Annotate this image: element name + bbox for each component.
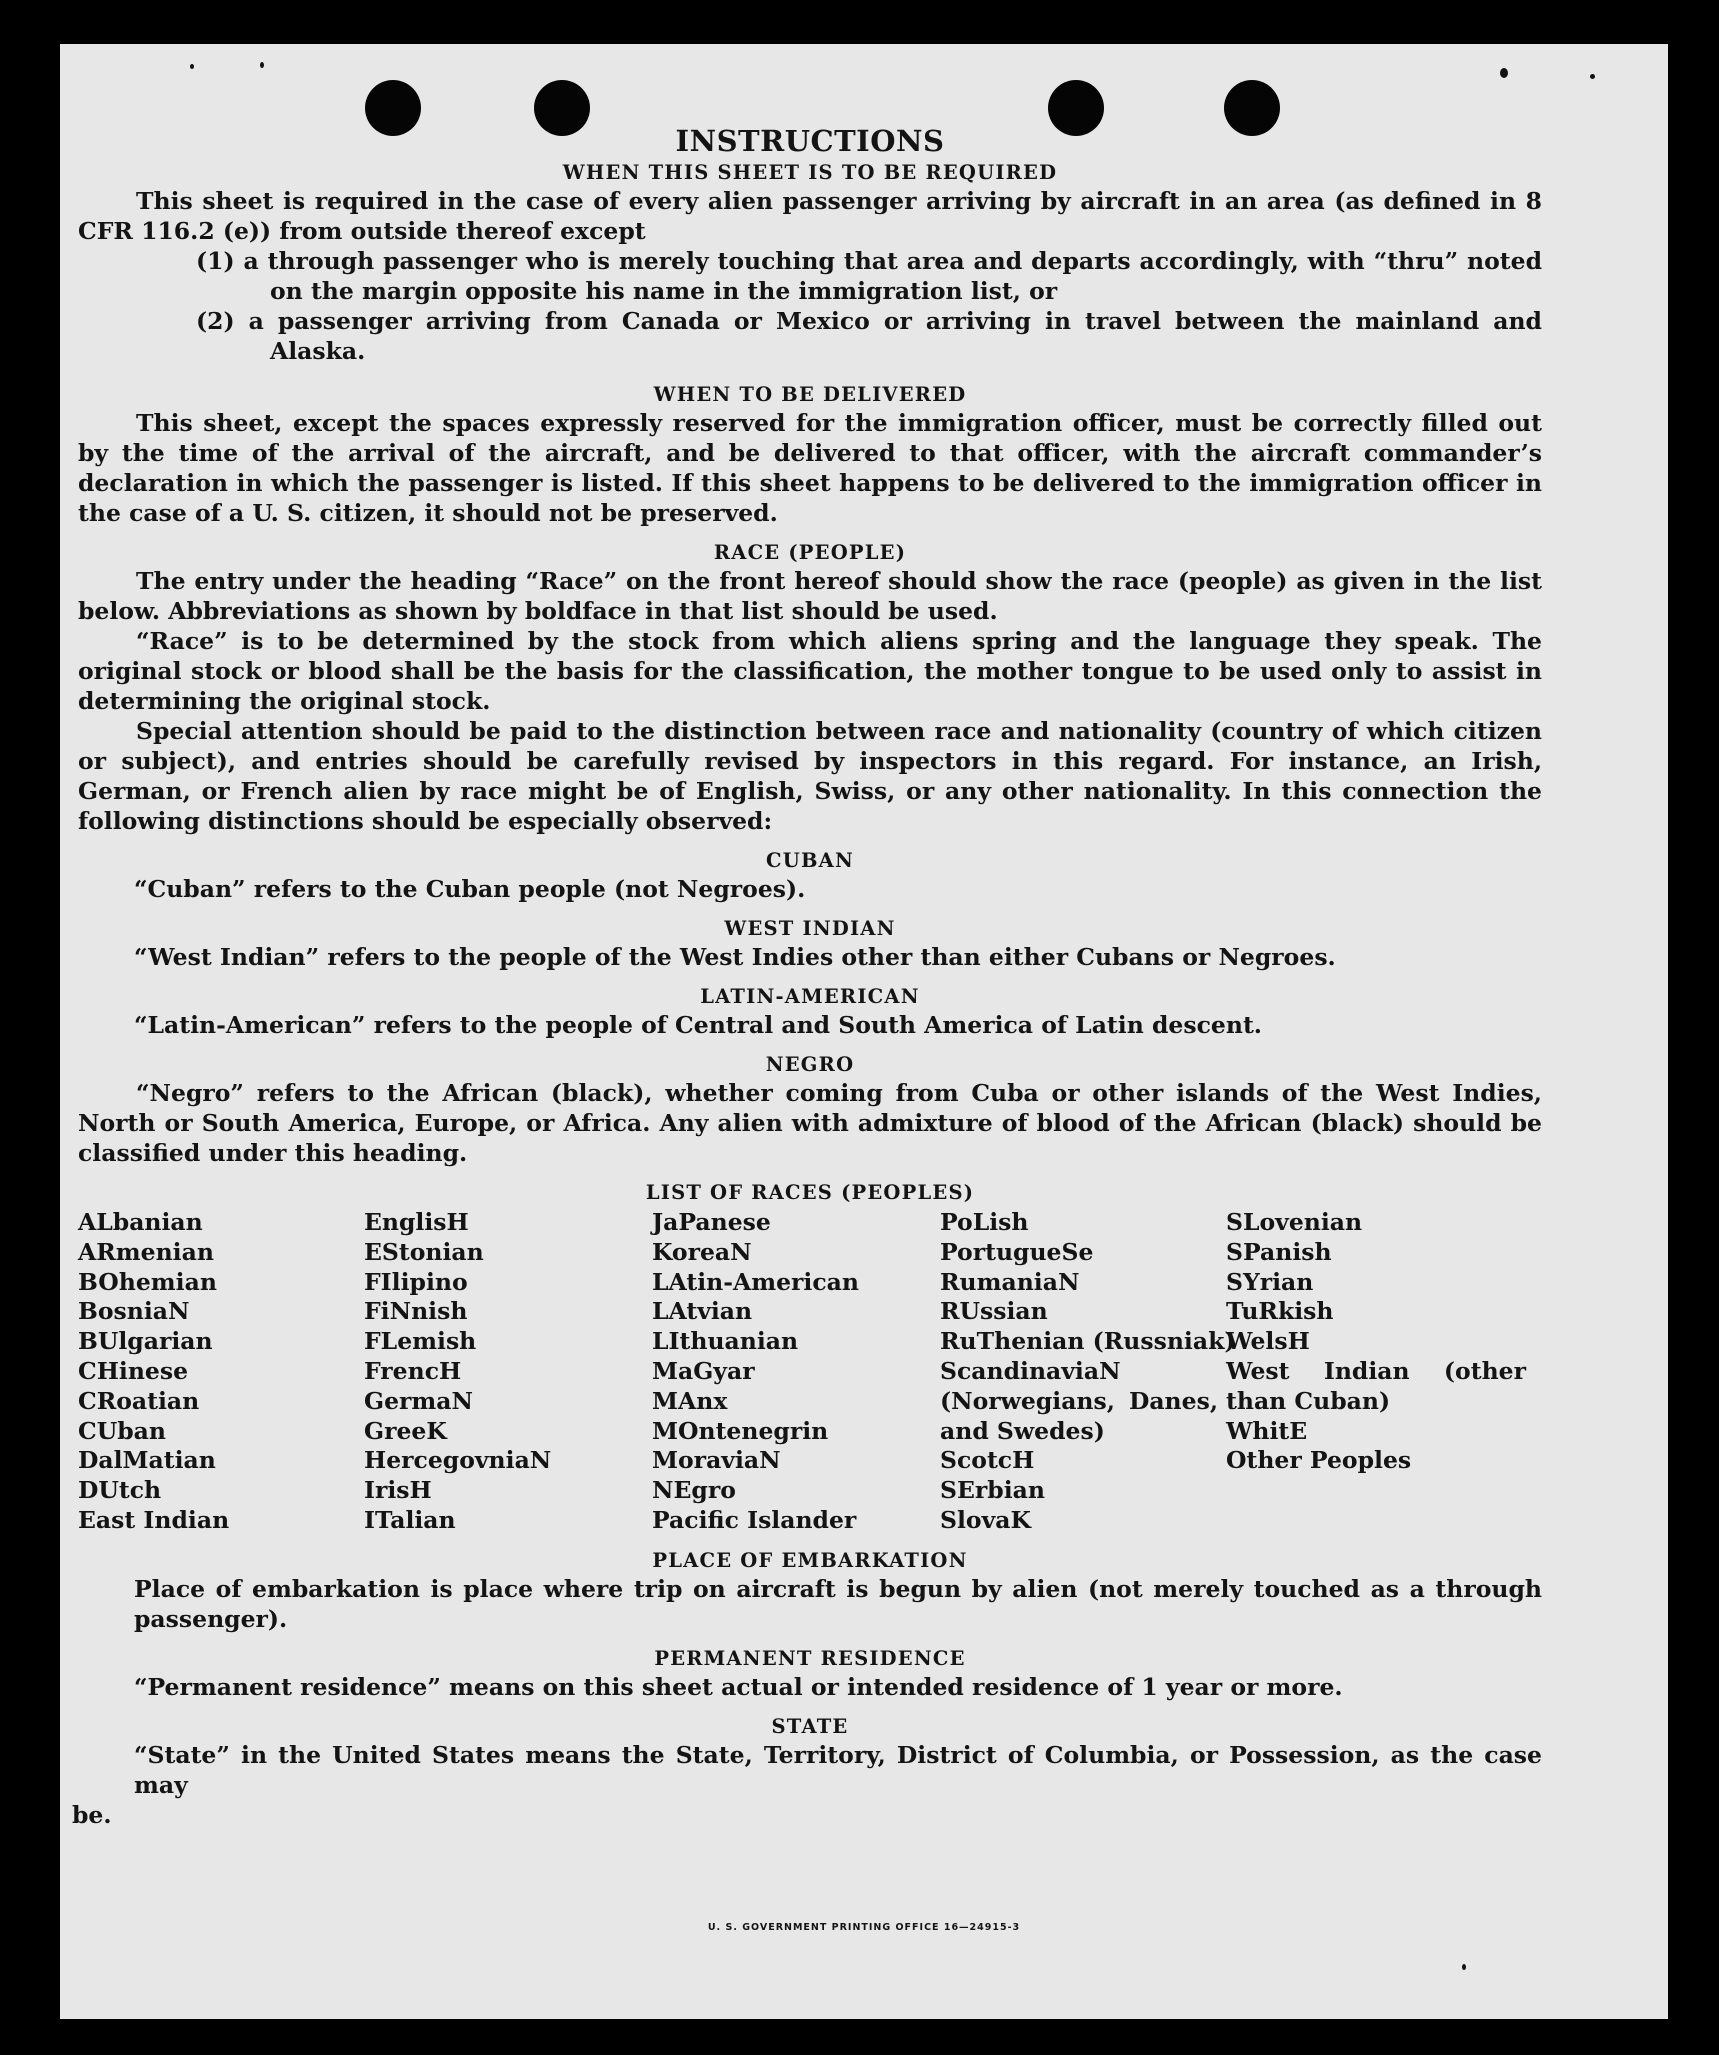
- state-text-end: be.: [72, 1800, 112, 1829]
- races-column-2: [364, 1208, 652, 1536]
- race-entry: TuRkish: [1226, 1297, 1334, 1326]
- residence-text: “Permanent residence” means on this sheet actual or intended residence of 1 year or more.: [134, 1672, 1343, 1701]
- printing-office-footer: U. S. GOVERNMENT PRINTING OFFICE 16—24915-3: [707, 1922, 1021, 1933]
- race-entry: Other Peoples: [1226, 1446, 1412, 1475]
- race-entry: JaPanese: [652, 1208, 771, 1236]
- heading-required: WHEN THIS SHEET IS TO BE REQUIRED: [562, 161, 1058, 184]
- race-entry: ALbanian: [78, 1208, 203, 1236]
- race-entry: WelsH: [1226, 1327, 1310, 1356]
- speck: [260, 62, 264, 68]
- race-entry: ScandinaviaN (Norwegians, Danes, and Swedes): [940, 1356, 1218, 1445]
- item-number: (1): [196, 247, 235, 275]
- race-entry: DalMatian: [78, 1446, 216, 1475]
- race-entry: RuThenian (Russniak): [940, 1327, 1236, 1356]
- races-column-4: [940, 1208, 1236, 1536]
- required-intro-bold: except: [560, 217, 646, 245]
- race-entry: CRoatian: [78, 1386, 200, 1415]
- races-column-3: [652, 1208, 940, 1536]
- race-entry: KoreaN: [652, 1237, 752, 1266]
- heading-west-indian: WEST INDIAN: [724, 917, 896, 940]
- race-entry: SYrian: [1226, 1267, 1314, 1296]
- race-entry: Pacific Islander: [652, 1505, 857, 1534]
- required-item-2: [78, 306, 1542, 366]
- race-entry: CHinese: [78, 1356, 189, 1385]
- race-entry: IrisH: [364, 1476, 432, 1505]
- speck: [1462, 1964, 1466, 1970]
- race-entry: DUtch: [78, 1476, 162, 1505]
- race-paragraph-2: “Race” is to be determined by the stock from which aliens spring and the language they speak. The original stock or blood shall be the basis for the classification, the mother tongue to be used only to assist in determining the original stock.: [78, 627, 1542, 715]
- heading-state: STATE: [771, 1714, 849, 1738]
- race-entry: SlovaK: [940, 1505, 1031, 1534]
- state-text: “State” in the United States means the State, Territory, District of Columbia, or Possession, as the case may: [134, 1740, 1542, 1799]
- required-intro: [78, 186, 1542, 246]
- race-entry: CUban: [78, 1416, 166, 1445]
- required-item-1: [78, 246, 1542, 306]
- latin-american-text: “Latin-American” refers to the people of Central and South America of Latin descent.: [134, 1011, 1262, 1039]
- speck: [1500, 68, 1508, 78]
- races-column-5: [1226, 1208, 1526, 1536]
- required-intro-text: This sheet is required in the case of every alien passenger arriving by aircraft in an area (as defined in 8 CFR 116.2 (e)) from outside thereof: [78, 187, 1542, 245]
- races-table: [78, 1208, 1542, 1536]
- document-page: [60, 44, 1668, 2019]
- heading-latin-american: LATIN-AMERICAN: [700, 985, 920, 1008]
- item-number: (2): [196, 307, 235, 335]
- embarkation-text: Place of embarkation is place where trip on aircraft is begun by alien (not merely touched as a through passenger).: [134, 1574, 1542, 1633]
- race-entry: ScotcH: [940, 1446, 1035, 1475]
- page-title: INSTRUCTIONS: [675, 124, 945, 158]
- race-entry: WhitE: [1226, 1416, 1308, 1445]
- race-entry: SPanish: [1226, 1237, 1332, 1266]
- race-paragraph-1: [78, 566, 1542, 626]
- race-p1-text-a: The entry under the heading “Race” on the front hereof should show the race (people) as given in the list below. Abbreviations as shown by: [78, 567, 1542, 625]
- race-entry: MoraviaN: [652, 1446, 781, 1475]
- race-entry: PortugueSe: [940, 1237, 1094, 1266]
- race-entry: SLovenian: [1226, 1208, 1363, 1236]
- heading-embarkation: PLACE OF EMBARKATION: [652, 1548, 968, 1572]
- race-entry: ITalian: [364, 1505, 456, 1534]
- race-entry: EnglisH: [364, 1208, 469, 1236]
- race-entry: GreeK: [364, 1416, 447, 1445]
- race-entry: PoLish: [940, 1208, 1029, 1236]
- heading-delivered: WHEN TO BE DELIVERED: [653, 383, 967, 406]
- race-entry: MOntenegrin: [652, 1416, 829, 1445]
- race-entry: LAtvian: [652, 1297, 753, 1326]
- race-entry: FIlipino: [364, 1267, 468, 1296]
- instructions-body: [72, 124, 1542, 1830]
- item-text: a through passenger who is merely touching that area and departs accordingly, with “thru” noted on the margin opposite his name in the immigration list, or: [243, 247, 1542, 305]
- heading-list-of-races: LIST OF RACES (PEOPLES): [645, 1181, 975, 1204]
- heading-race: RACE (PEOPLE): [713, 541, 907, 564]
- race-entry: West Indian (other than Cuban): [1226, 1356, 1526, 1415]
- races-column-1: [78, 1208, 364, 1536]
- race-entry: FLemish: [364, 1327, 477, 1356]
- race-entry: LIthuanian: [652, 1327, 799, 1356]
- race-entry: ARmenian: [78, 1237, 214, 1266]
- speck: [1590, 74, 1595, 79]
- race-entry: BOhemian: [78, 1267, 217, 1296]
- race-entry: RUssian: [940, 1297, 1048, 1326]
- race-entry: FiNnish: [364, 1297, 468, 1326]
- heading-cuban: CUBAN: [766, 849, 854, 872]
- race-entry: EStonian: [364, 1237, 484, 1266]
- west-indian-text: “West Indian” refers to the people of the West Indies other than either Cubans or Negroes.: [134, 943, 1336, 971]
- race-entry: MaGyar: [652, 1356, 755, 1385]
- heading-residence: PERMANENT RESIDENCE: [654, 1646, 966, 1670]
- race-entry: SErbian: [940, 1476, 1045, 1505]
- race-entry: BosniaN: [78, 1297, 190, 1326]
- race-entry: BUlgarian: [78, 1327, 213, 1356]
- item-text: a passenger arriving from Canada or Mexico or arriving in travel between the mainland and Alaska.: [248, 307, 1542, 365]
- race-entry: GermaN: [364, 1386, 473, 1415]
- race-entry: HercegovniaN: [364, 1446, 552, 1475]
- race-entry: RumaniaN: [940, 1267, 1080, 1296]
- race-p1-bold: boldface: [524, 597, 637, 625]
- race-entry: MAnx: [652, 1386, 728, 1415]
- delivered-text: This sheet, except the spaces expressly reserved for the immigration officer, must be correctly filled out by the time of the arrival of the aircraft, and be delivered to that officer, with the aircraft commander’s declaration in which the passenger is listed. If this sheet happens to be delivered to the immigration officer in the case of a U. S. citizen, it should not be preserved.: [78, 409, 1542, 527]
- race-entry: FrencH: [364, 1356, 462, 1385]
- race-paragraph-3: Special attention should be paid to the distinction between race and nationality (country of which citizen or subject), and entries should be carefully revised by inspectors in this regard. For instance, an Irish, German, or French alien by race might be of English, Swiss, or any other nationality. In this connection the following distinctions should be especially observed:: [78, 717, 1542, 835]
- speck: [190, 64, 194, 69]
- race-entry: East Indian: [78, 1505, 230, 1534]
- cuban-text: “Cuban” refers to the Cuban people (not Negroes).: [134, 875, 806, 903]
- race-p1-text-b: in that list should be used.: [636, 597, 998, 625]
- race-entry: NEgro: [652, 1476, 736, 1505]
- race-entry: LAtin-American: [652, 1267, 859, 1296]
- negro-text: “Negro” refers to the African (black), whether coming from Cuba or other islands of the West Indies, North or South America, Europe, or Africa. Any alien with admixture of blood of the African (black) should be classified under this heading.: [78, 1079, 1542, 1167]
- heading-negro: NEGRO: [765, 1053, 855, 1076]
